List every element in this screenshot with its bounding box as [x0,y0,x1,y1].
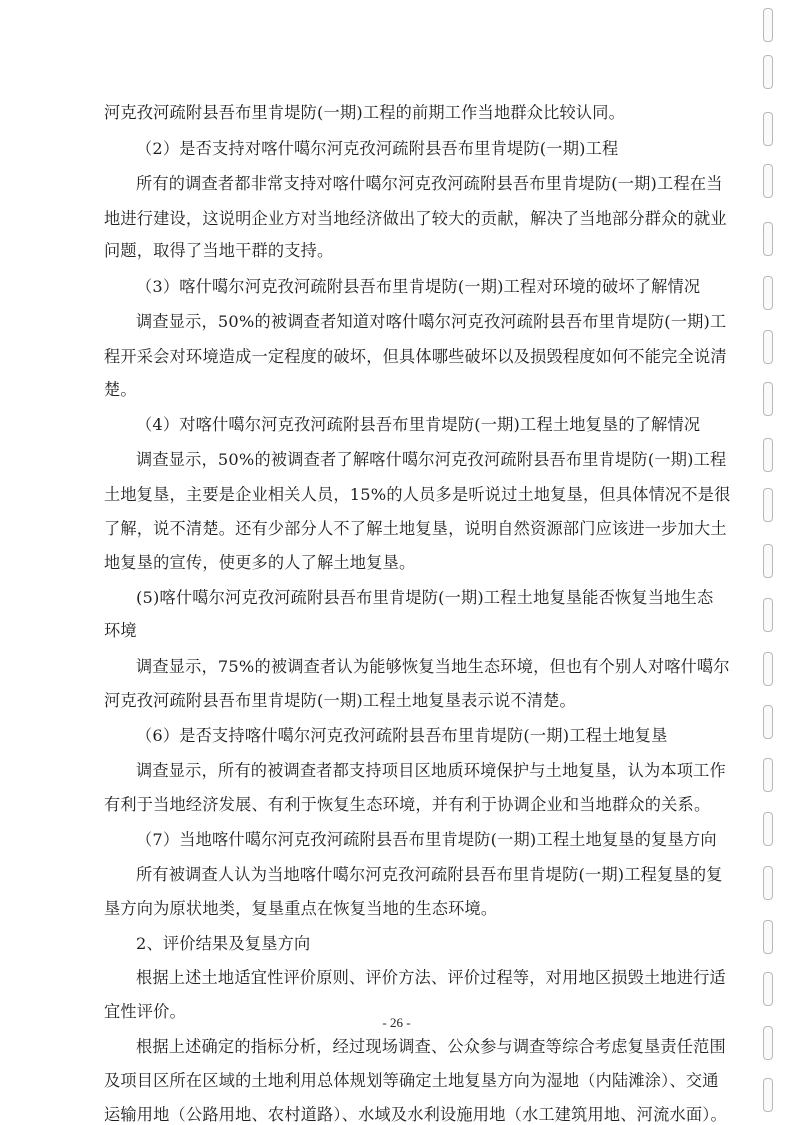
text-line: 调查显示，75%的被调查者认为能够恢复当地生态环境，但也有个别人对喀什噶尔 [136,657,730,676]
text-line: （4）对喀什噶尔河克孜河疏附县吾布里肯堤防(一期)工程土地复垦的了解情况 [136,415,701,434]
text-line: 问题，取得了当地干群的支持。 [104,241,334,260]
text-line: 根据上述土地适宜性评价原则、评价方法、评价过程等，对用地区损毁土地进行适 [136,968,726,987]
section-heading: 2、评价结果及复垦方向 [136,934,311,953]
text-line: 地复垦的宣传，使更多的人了解土地复垦。 [104,553,416,572]
text-line: 所有被调查人认为当地喀什噶尔河克孜河疏附县吾布里肯堤防(一期)工程复垦的复 [136,865,723,884]
text-line: 环境 [104,621,137,640]
text-line: 程开采会对环境造成一定程度的破坏，但具体哪些破坏以及损毁程度如何不能完全说清 [104,347,727,366]
text-line: （2）是否支持对喀什噶尔河克孜河疏附县吾布里肯堤防(一期)工程 [136,139,619,158]
text-line: （6）是否支持喀什噶尔河克孜河疏附县吾布里肯堤防(一期)工程土地复垦 [136,726,668,745]
text-line: 垦方向为原状地类，复垦重点在恢复当地的生态环境。 [104,899,498,918]
text-line: 楚。 [104,380,137,399]
text-line: 了解，说不清楚。还有少部分人不了解土地复垦，说明自然资源部门应该进一步加大土 [104,519,727,538]
text-line: 根据上述确定的指标分析，经过现场调查、公众参与调查等综合考虑复垦责任范围 [136,1037,726,1056]
binder-holes [759,0,779,1122]
text-line: 调查显示，50%的被调查者知道对喀什噶尔河克孜河疏附县吾布里肯堤防(一期)工 [136,312,727,331]
text-line: 调查显示，所有的被调查者都支持项目区地质环境保护与土地复垦，认为本项工作 [136,761,726,780]
text-line: 及项目区所在区域的土地利用总体规划等确定土地复垦方向为湿地（内陆滩涂）、交通 [104,1071,719,1090]
text-line: 地进行建设，这说明企业方对当地经济做出了较大的贡献，解决了当地部分群众的就业 [104,209,727,228]
text-line: 调查显示，50%的被调查者了解喀什噶尔河克孜河疏附县吾布里肯堤防(一期)工程 [136,450,727,469]
text-line: 运输用地（公路用地、农村道路）、水域及水利设施用地（水工建筑用地、河流水面）。 [104,1105,727,1124]
page-number: - 26 - [382,1015,411,1030]
text-line: （7）当地喀什噶尔河克孜河疏附县吾布里肯堤防(一期)工程土地复垦的复垦方向 [136,830,717,849]
text-line: 土地复垦，主要是企业相关人员，15%的人员多是听说过土地复垦，但具体情况不是很 [104,485,731,504]
text-line: 宜性评价。 [104,1002,186,1021]
text-line: （3）喀什噶尔河克孜河疏附县吾布里肯堤防(一期)工程对环境的破坏了解情况 [136,277,701,296]
text-line: 所有的调查者都非常支持对喀什噶尔河克孜河疏附县吾布里肯堤防(一期)工程在当 [136,174,723,193]
text-line: 河克孜河疏附县吾布里肯堤防(一期)工程土地复垦表示说不清楚。 [104,691,576,710]
text-line: (5)喀什噶尔河克孜河疏附县吾布里肯堤防(一期)工程土地复垦能否恢复当地生态 [136,588,714,607]
text-line: 有利于当地经济发展、有利于恢复生态环境，并有利于协调企业和当地群众的关系。 [104,795,711,814]
text-line: 河克孜河疏附县吾布里肯堤防(一期)工程的前期工作当地群众比较认同。 [104,103,626,122]
